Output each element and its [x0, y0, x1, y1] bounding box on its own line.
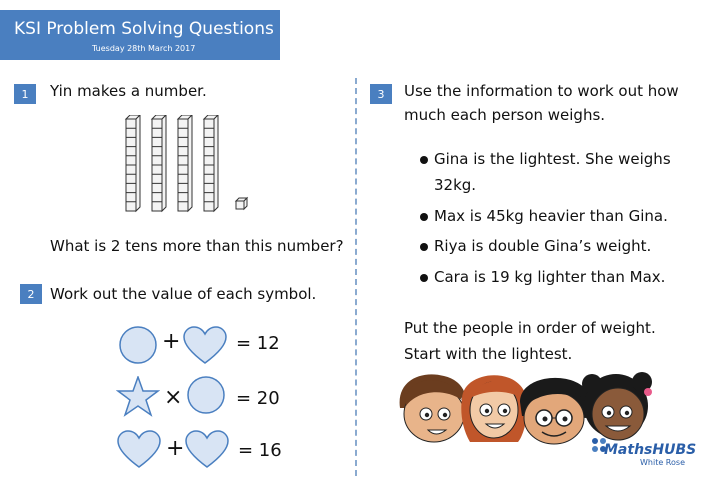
bullet-icon — [420, 213, 428, 221]
tens-rod-1 — [126, 115, 140, 211]
child-face-3 — [520, 378, 593, 444]
logo-subtitle: White Rose — [640, 458, 685, 467]
equation-3-operator: + — [166, 436, 185, 461]
heart-symbol — [116, 430, 162, 470]
page-title: KSI Problem Solving Questions — [14, 19, 274, 39]
question-2-prompt: Work out the value of each symbol. — [50, 285, 317, 303]
heart-symbol — [182, 326, 228, 366]
bullet-item-gina-continued: 32kg. — [434, 176, 477, 194]
question-1-number: 1 — [14, 84, 36, 104]
question-2-number: 2 — [20, 284, 42, 304]
page-date: Tuesday 28th March 2017 — [92, 44, 196, 53]
bullet-text: Gina is the lightest. She weighs — [434, 150, 671, 168]
question-1-prompt: Yin makes a number. — [50, 82, 207, 100]
children-faces-illustration — [392, 368, 682, 448]
star-symbol — [116, 376, 160, 418]
title-banner — [0, 10, 280, 60]
circle-symbol — [186, 376, 226, 414]
order-instruction-line-1: Put the people in order of weight. — [404, 319, 656, 337]
child-face-2 — [461, 375, 527, 442]
order-instruction-line-2: Start with the lightest. — [404, 345, 573, 363]
bullet-icon — [420, 156, 428, 164]
child-face-1 — [400, 374, 466, 442]
bullet-text: Max is 45kg heavier than Gina. — [434, 207, 668, 225]
question-3-prompt-line-2: much each person weighs. — [404, 106, 606, 124]
question-3-prompt-line-1: Use the information to work out how — [404, 82, 679, 100]
equation-2-result: = 20 — [236, 388, 280, 409]
equation-1-operator: + — [162, 329, 181, 354]
equation-3-result: = 16 — [238, 440, 282, 461]
ones-cube — [236, 198, 247, 209]
bullet-icon — [420, 274, 428, 282]
tens-rod-2 — [152, 115, 166, 211]
bullet-text: Cara is 19 kg lighter than Max. — [434, 268, 666, 286]
bullet-text: Riya is double Gina’s weight. — [434, 237, 652, 255]
equation-1-result: = 12 — [236, 333, 280, 354]
logo-brand: MathsHUBS — [604, 442, 697, 458]
bullet-item-max — [420, 203, 668, 229]
bullet-item-gina — [420, 146, 671, 172]
question-3-number: 3 — [370, 84, 392, 104]
tens-rod-3 — [178, 115, 192, 211]
question-1-question: What is 2 tens more than this number? — [50, 237, 344, 255]
child-face-4 — [582, 372, 652, 440]
base-ten-blocks — [120, 115, 260, 215]
bullet-item-riya — [420, 233, 651, 259]
tens-rod-4 — [204, 115, 218, 211]
column-divider — [355, 78, 357, 476]
circle-symbol — [118, 326, 158, 364]
bullet-icon — [420, 243, 428, 251]
equation-2-operator: × — [164, 385, 183, 410]
bullet-item-cara — [420, 264, 665, 290]
heart-symbol — [184, 430, 230, 470]
